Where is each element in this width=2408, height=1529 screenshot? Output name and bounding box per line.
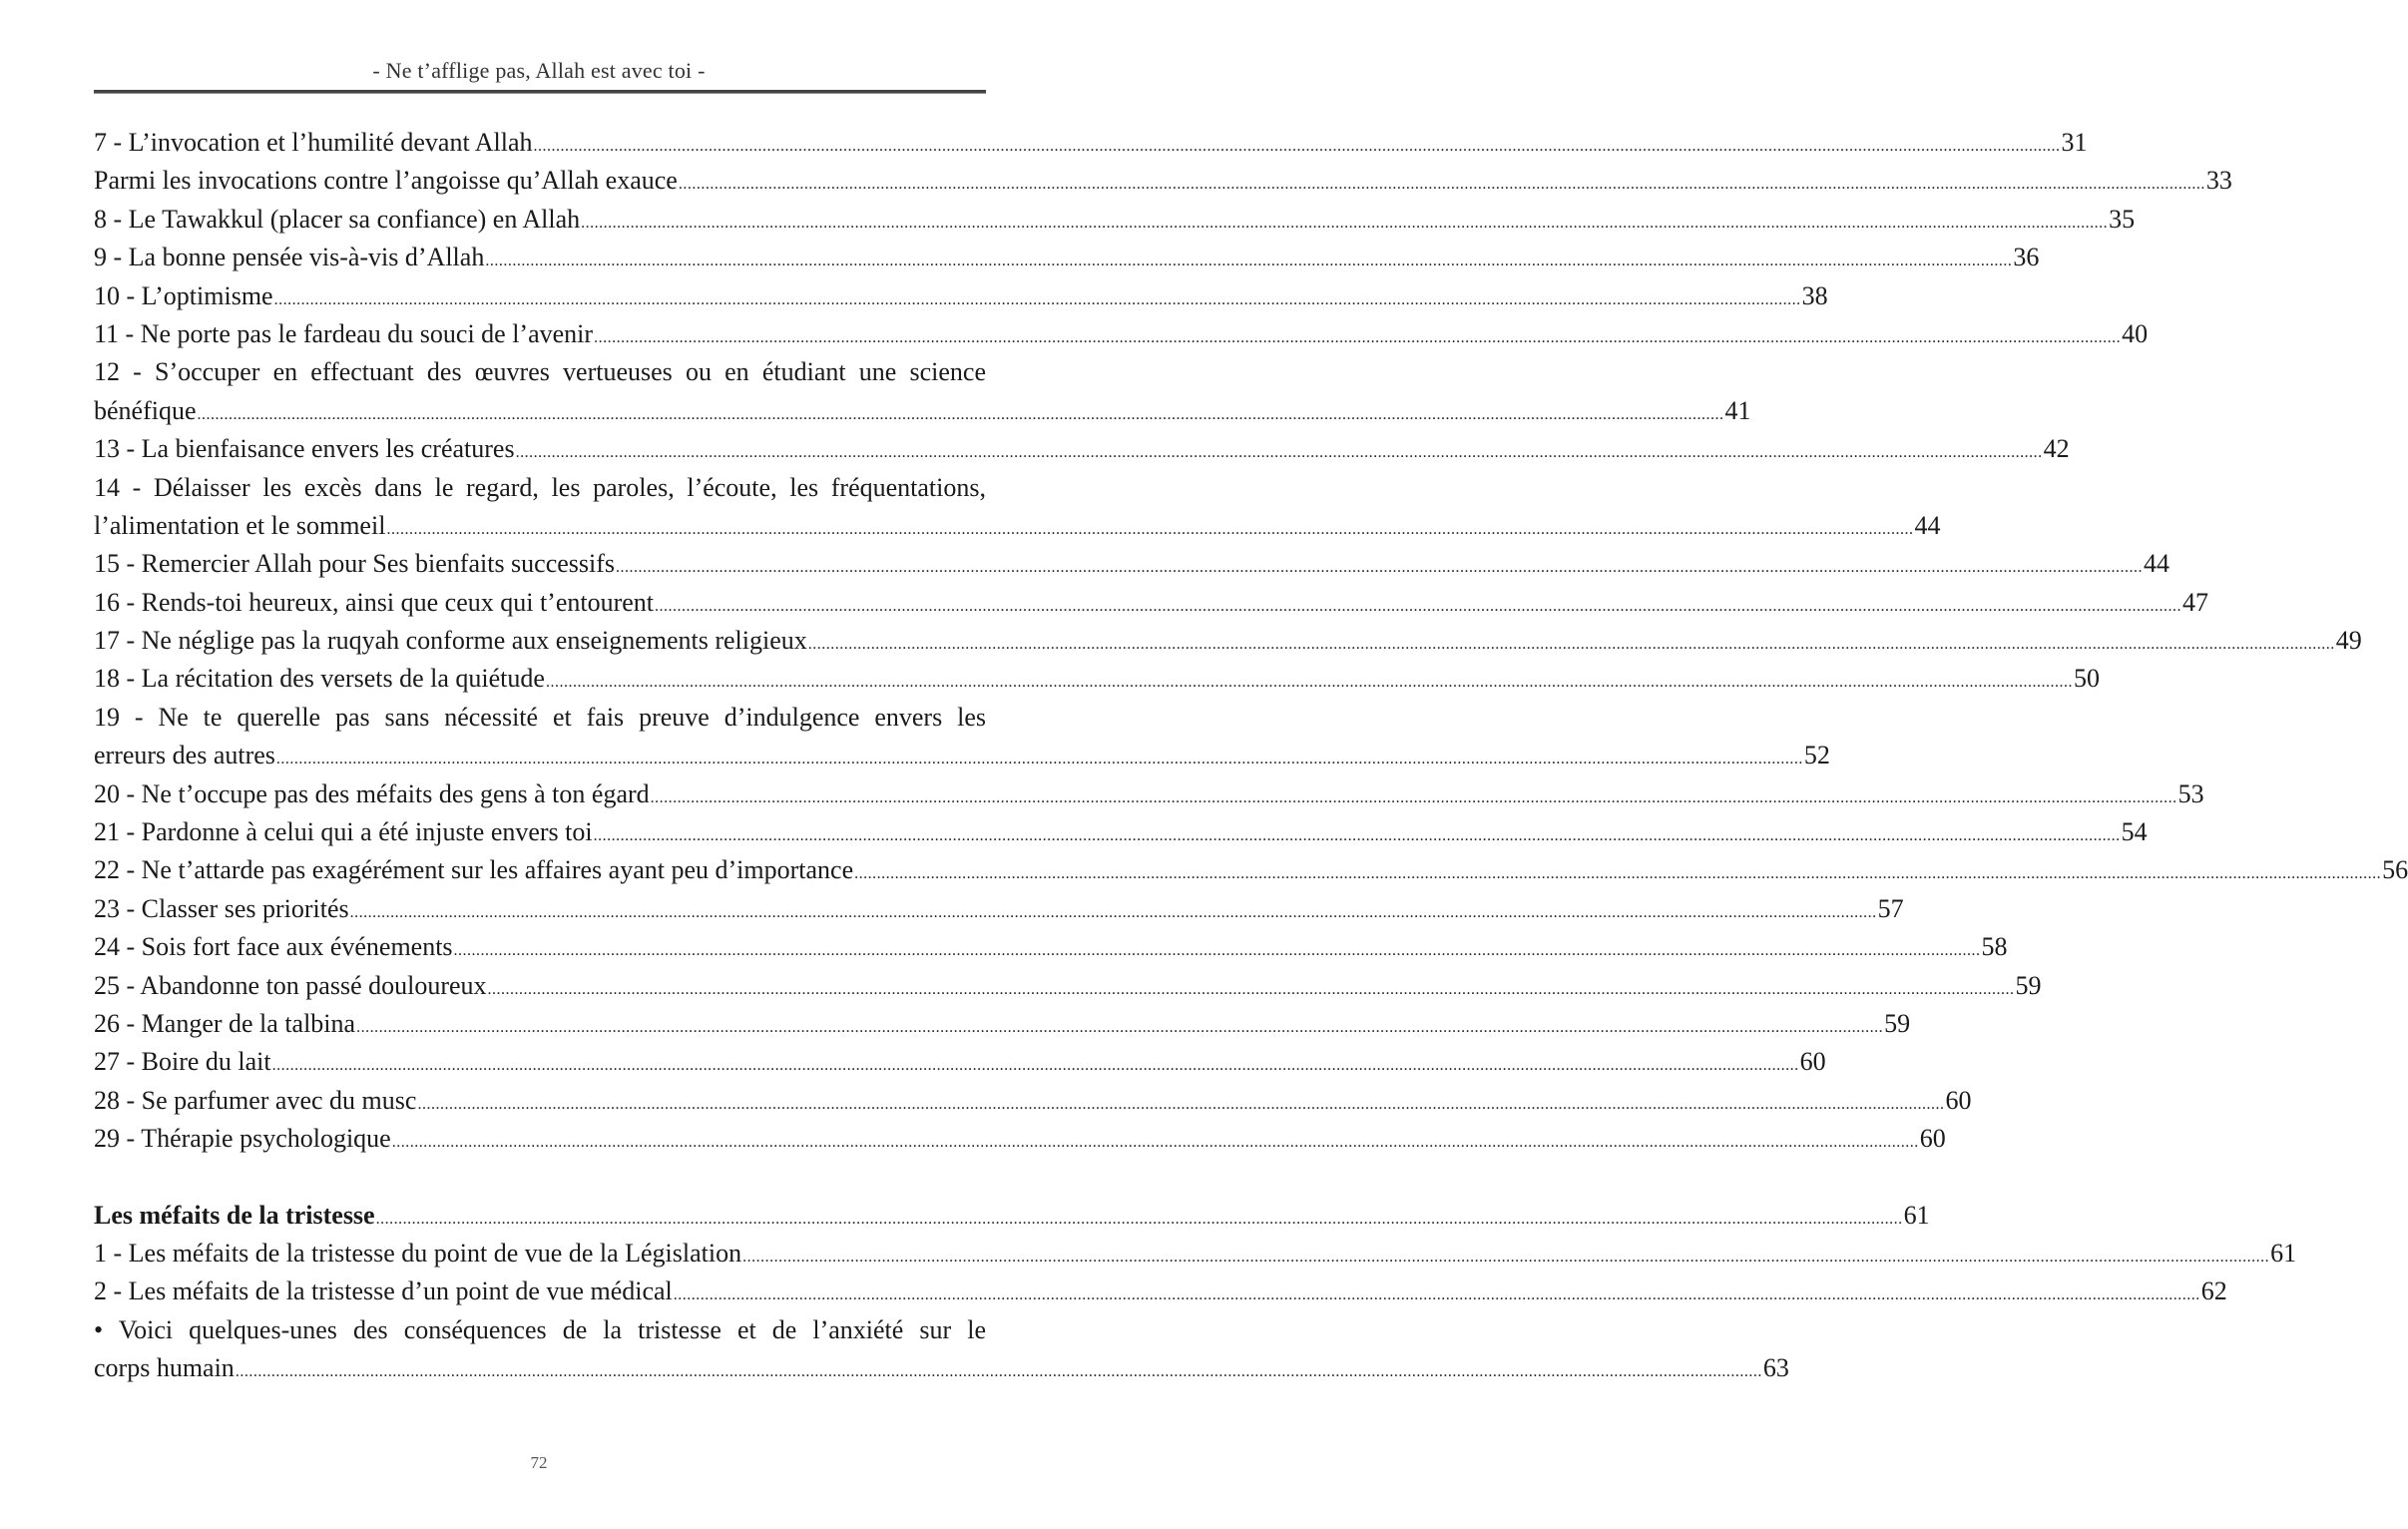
running-header: - Ne t’afflige pas, Allah est avec toi - — [372, 58, 706, 83]
toc-entry-title: 13 - La bienfaisance envers les créatures — [94, 434, 515, 464]
toc-entry-page: 53 — [2177, 778, 2204, 808]
dot-leader — [392, 1124, 1919, 1162]
toc-entry-page: 36 — [2013, 243, 2040, 272]
toc-entry — [94, 392, 1751, 430]
dot-leader — [488, 971, 2015, 1009]
toc-entry-title: 2 - Les méfaits de la tristesse d’un point de vue médical — [94, 1276, 673, 1306]
dot-leader — [272, 1047, 1799, 1085]
dot-leader — [236, 1353, 1762, 1391]
toc-entry-title: l’alimentation et le sommeil — [94, 510, 386, 540]
toc-entry-title: bénéfique — [94, 395, 197, 425]
toc-entry-page: 38 — [1801, 280, 1828, 310]
toc-entry — [94, 1043, 1826, 1081]
toc-entry-title: 24 - Sois fort face aux événements — [94, 932, 453, 962]
toc-entry-title: 21 - Pardonne à celui qui a été injuste envers toi — [94, 817, 593, 847]
dot-leader — [674, 1276, 2200, 1314]
toc-entry-page: 44 — [1914, 510, 1941, 540]
toc-entry — [94, 1273, 2227, 1310]
toc-entry — [94, 1005, 1911, 1043]
dot-leader — [616, 549, 2143, 587]
toc-entry-title: 9 - La bonne pensée vis-à-vis d’Allah — [94, 243, 485, 272]
toc-entry-page: 56 — [2382, 855, 2408, 885]
toc-entry — [94, 507, 1941, 545]
page-number: 72 — [530, 1453, 548, 1472]
toc-entry-title: 29 - Thérapie psychologique — [94, 1124, 391, 1154]
dot-leader — [534, 128, 2061, 166]
dot-leader — [376, 1201, 1903, 1239]
toc-entry-title: 19 - Ne te querelle pas sans nécessité et fais preuve d’indulgence envers les — [94, 702, 986, 732]
toc-entry — [94, 315, 2149, 353]
toc-entry-title: 17 - Ne néglige pas la ruqyah conforme aux enseignements religieux — [94, 626, 807, 656]
toc-entry-title: 8 - Le Tawakkul (placer sa confiance) en Allah — [94, 204, 581, 234]
dot-leader — [386, 511, 1913, 549]
toc-entry-title: • Voici quelques-unes des conséquences de la tristesse et de l’anxiété sur le — [94, 1314, 986, 1344]
dot-leader — [651, 779, 2177, 817]
toc-entry-page: 52 — [1803, 741, 1830, 770]
dot-leader — [356, 1009, 1883, 1047]
toc-entry-title: 10 - L’optimisme — [94, 280, 273, 310]
toc-entry-page: 35 — [2109, 204, 2136, 234]
toc-entry-page: 57 — [1877, 893, 1904, 923]
table-of-contents — [94, 124, 2408, 1388]
section-spacer — [94, 1159, 986, 1197]
toc-entry-title: 15 - Remercier Allah pour Ses bienfaits successifs — [94, 549, 616, 579]
toc-entry — [94, 775, 2204, 813]
toc-entry — [94, 584, 2209, 622]
toc-entry — [94, 928, 2008, 966]
toc-entry — [94, 737, 1830, 774]
dot-leader — [274, 281, 1801, 319]
toc-entry-page: 41 — [1724, 395, 1751, 425]
toc-entry — [94, 890, 1904, 928]
toc-entry — [94, 201, 2136, 239]
toc-entry — [94, 162, 2232, 200]
toc-entry — [94, 622, 2362, 660]
dot-leader — [454, 932, 1981, 970]
toc-entry-title: 12 - S’occuper en effectuant des œuvres vertueuses ou en étudiant une science — [94, 357, 986, 387]
toc-entry-page: 61 — [2270, 1238, 2297, 1268]
dot-leader — [679, 166, 2205, 204]
dot-leader — [581, 205, 2108, 243]
toc-entry-page: 33 — [2205, 166, 2232, 196]
toc-entry-page: 63 — [1762, 1353, 1789, 1383]
toc-entry-page: 42 — [2043, 434, 2070, 464]
toc-entry-page: 60 — [1945, 1085, 1972, 1115]
dot-leader — [546, 664, 2073, 702]
toc-entry-title: 7 - L’invocation et l’humilité devant Allah — [94, 128, 533, 157]
dot-leader — [417, 1086, 1944, 1124]
dot-leader — [594, 817, 2121, 855]
toc-entry — [94, 545, 2170, 583]
toc-entry-title: 25 - Abandonne ton passé douloureux — [94, 970, 487, 1000]
toc-entry-page: 61 — [1903, 1200, 1930, 1230]
toc-entry-title: corps humain — [94, 1353, 235, 1383]
toc-section-heading — [94, 1197, 1930, 1235]
toc-entry-page: 49 — [2335, 626, 2362, 656]
toc-entry — [94, 277, 1828, 315]
toc-entry — [94, 660, 2100, 698]
toc-entry-page: 59 — [2015, 970, 2042, 1000]
toc-entry-page: 31 — [2061, 128, 2088, 157]
section-title: Les méfaits de la tristesse — [94, 1200, 375, 1230]
toc-entry-line — [94, 1311, 986, 1349]
toc-entry-page: 59 — [1884, 1008, 1911, 1038]
toc-entry-title: 27 - Boire du lait — [94, 1047, 271, 1077]
toc-entry — [94, 239, 2040, 276]
toc-entry-page: 60 — [1799, 1047, 1826, 1077]
toc-entry-title: 26 - Manger de la talbina — [94, 1008, 356, 1038]
toc-entry-page: 58 — [1981, 932, 2008, 962]
header-rule — [94, 90, 986, 94]
toc-entry-page: 47 — [2182, 587, 2209, 617]
toc-entry-title: 28 - Se parfumer avec du musc — [94, 1085, 417, 1115]
toc-entry-page: 62 — [2200, 1276, 2227, 1306]
dot-leader — [742, 1239, 2269, 1276]
toc-entry-title: 23 - Classer ses priorités — [94, 893, 349, 923]
toc-entry-title: 11 - Ne porte pas le fardeau du souci de l’avenir — [94, 318, 594, 348]
toc-entry-title: 22 - Ne t’attarde pas exagérément sur les affaires ayant peu d’importance — [94, 855, 854, 885]
toc-entry-title: 16 - Rends-toi heureux, ainsi que ceux qui t’entourent — [94, 587, 655, 617]
toc-entry-title: 20 - Ne t’occupe pas des méfaits des gens à ton égard — [94, 778, 650, 808]
toc-entry — [94, 1082, 1972, 1120]
dot-leader — [808, 626, 2335, 664]
toc-entry — [94, 1235, 2297, 1273]
toc-entry-page: 54 — [2121, 817, 2148, 847]
toc-entry — [94, 851, 2408, 889]
toc-entry-page: 44 — [2144, 549, 2170, 579]
toc-entry-title: 14 - Délaisser les excès dans le regard, les paroles, l’écoute, les fréquentations, — [94, 472, 986, 502]
dot-leader — [198, 396, 1724, 434]
toc-entry — [94, 813, 2148, 851]
toc-entry-line — [94, 699, 986, 737]
dot-leader — [854, 855, 2381, 893]
toc-entry-page: 60 — [1919, 1124, 1946, 1154]
toc-entry-line — [94, 469, 986, 507]
dot-leader — [485, 243, 2012, 280]
dot-leader — [655, 588, 2181, 626]
toc-entry — [94, 124, 2088, 162]
toc-entry-title: erreurs des autres — [94, 741, 275, 770]
toc-entry-line — [94, 353, 986, 391]
toc-entry — [94, 1120, 1946, 1158]
dot-leader — [350, 894, 1877, 932]
toc-entry-title: 1 - Les méfaits de la tristesse du point de vue de la Législation — [94, 1238, 742, 1268]
toc-entry-title: 18 - La récitation des versets de la quiétude — [94, 664, 545, 694]
toc-entry — [94, 967, 2042, 1005]
toc-entry-page: 40 — [2122, 318, 2149, 348]
dot-leader — [276, 741, 1803, 778]
toc-entry — [94, 1349, 1789, 1387]
dot-leader — [594, 319, 2121, 357]
dot-leader — [516, 434, 2043, 472]
toc-entry-title: Parmi les invocations contre l’angoisse qu’Allah exauce — [94, 166, 678, 196]
toc-entry-page: 50 — [2073, 664, 2100, 694]
toc-entry — [94, 430, 2070, 468]
